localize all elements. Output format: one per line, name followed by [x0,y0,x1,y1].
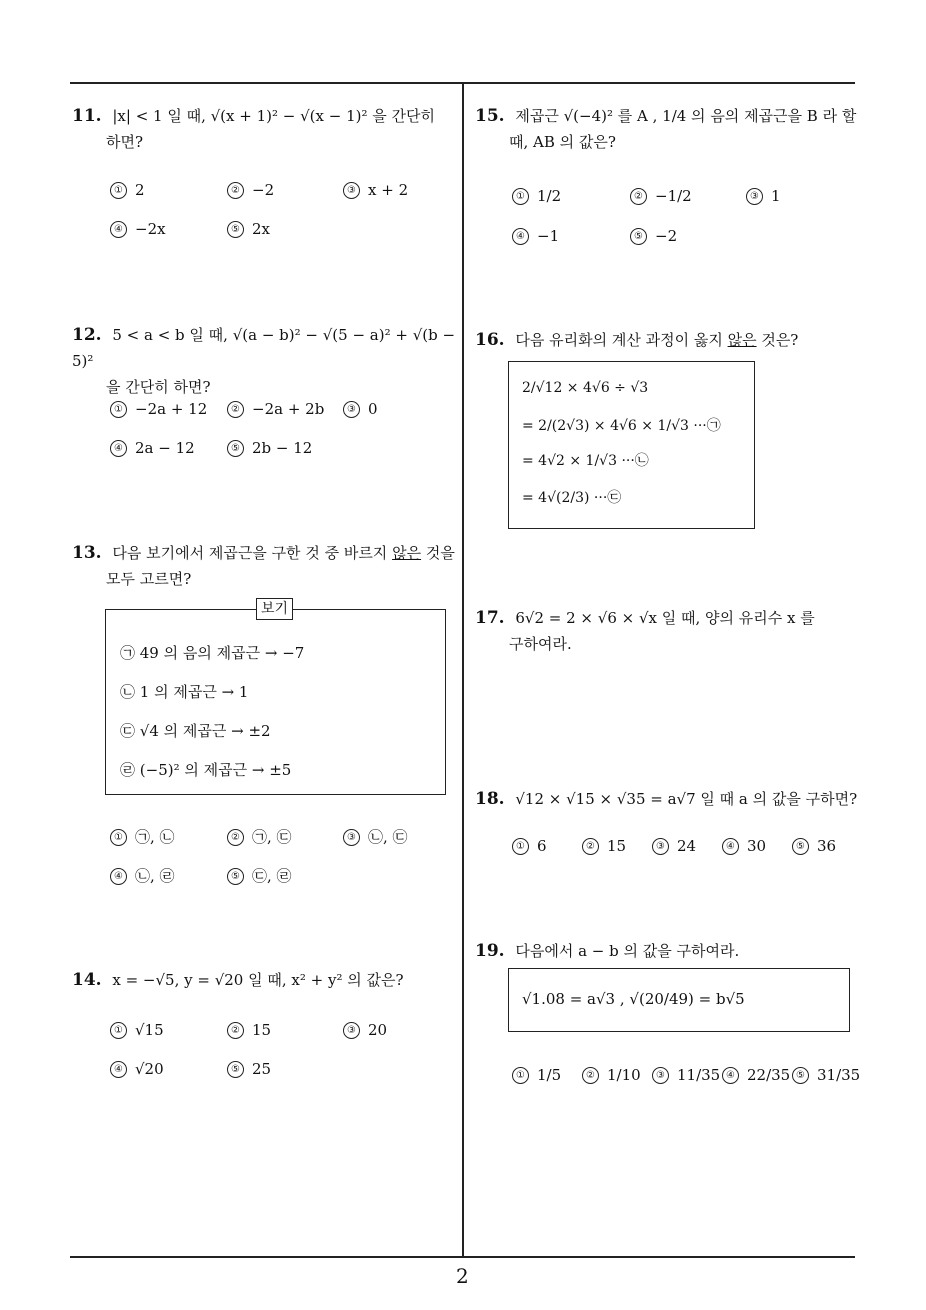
column-divider [462,83,464,1257]
choice-1[interactable]: ① 1/5 [512,1066,561,1084]
question-text: 5 < a < b 일 때, √(a − b)² − √(5 − a)² + √(b − 5)² [72,326,456,370]
choice-marker: ③ [652,838,669,855]
box-item: ㉠ 49 의 음의 제곱근 → −7 [120,644,305,662]
question-number: 19. [475,941,505,961]
choice-marker: ③ [652,1067,669,1084]
question-text: 6√2 = 2 × √6 × √x 일 때, 양의 유리수 x 를 [515,609,815,627]
box-item: ㉢ √4 의 제곱근 → ±2 [120,722,271,740]
choice-marker: ③ [343,401,360,418]
choice-2[interactable]: ② ㉠, ㉢ [227,826,292,847]
question-13: 13. 다음 보기에서 제곱근을 구한 것 중 바르지 않은 것을 모두 고르면? [72,543,455,588]
choice-3[interactable]: ③ 0 [343,400,378,418]
choice-marker: ② [227,1022,244,1039]
calc-step: = 2/(2√3) × 4√6 × 1/√3 ···㉠ [522,418,721,434]
choice-2[interactable]: ② 15 [582,837,626,855]
choice-4[interactable]: ④ 22/35 [722,1066,790,1084]
choice-1[interactable]: ① 2 [110,181,145,199]
choice-5[interactable]: ⑤ 36 [792,837,836,855]
calc-step: = 4√(2/3) ···㉢ [522,490,622,506]
box-item: ㉣ (−5)² 의 제곱근 → ±5 [120,761,292,779]
question-number: 18. [475,789,505,809]
question-text: 다음 유리화의 계산 과정이 옳지 [515,331,728,349]
choice-4[interactable]: ④ −2x [110,220,166,238]
choice-marker: ① [512,188,529,205]
question-14 [72,967,457,993]
question-text: |x| < 1 일 때, √(x + 1)² − √(x − 1)² 을 간단히 [112,107,435,125]
question-19 [475,938,860,964]
choice-1[interactable]: ① 6 [512,837,547,855]
choice-marker: ⑤ [630,228,647,245]
choice-marker: ② [227,401,244,418]
choice-marker: ② [582,1067,599,1084]
box-item: ㉡ 1 의 제곱근 → 1 [120,683,249,701]
choice-marker: ③ [343,829,360,846]
choice-3[interactable]: ③ 20 [343,1021,387,1039]
choice-marker: ④ [512,228,529,245]
question-18 [475,786,860,812]
question-text-cont: 때, AB 의 값은? [509,133,616,151]
choice-marker: ⑤ [227,868,244,885]
choice-marker: ② [227,182,244,199]
choice-marker: ⑤ [792,1067,809,1084]
underlined-word: 않은 [727,331,757,349]
choice-5[interactable]: ⑤ 31/35 [792,1066,860,1084]
question-number: 17. [475,608,505,628]
choice-marker: ① [512,838,529,855]
choice-5[interactable]: ⑤ ㉢, ㉣ [227,865,292,886]
question-15 [475,103,860,155]
calc-step: 2/√12 × 4√6 ÷ √3 [522,380,649,396]
choice-4[interactable]: ④ √20 [110,1060,164,1078]
choice-marker: ① [110,829,127,846]
choice-3[interactable]: ③ 1 [746,187,781,205]
choice-3[interactable]: ③ ㉡, ㉢ [343,826,408,847]
question-number: 14. [72,970,102,990]
page-number: 2 [456,1264,469,1288]
question-text: 다음에서 a − b 의 값을 구하여라. [515,942,740,960]
choice-marker: ② [582,838,599,855]
choice-4[interactable]: ④ 2a − 12 [110,439,195,457]
choice-5[interactable]: ⑤ 25 [227,1060,271,1078]
bottom-rule [70,1256,855,1258]
choice-marker: ② [227,829,244,846]
box-title: 보기 [256,598,293,620]
choice-3[interactable]: ③ x + 2 [343,181,408,199]
choice-marker: ⑤ [227,440,244,457]
choice-2[interactable]: ② −2 [227,181,274,199]
choice-marker: ④ [110,440,127,457]
question-number: 13. [72,543,102,563]
choice-2[interactable]: ② −2a + 2b [227,400,324,418]
choice-marker: ⑤ [227,1061,244,1078]
choice-marker: ③ [343,1022,360,1039]
question-number: 15. [475,106,505,126]
choice-1[interactable]: ① √15 [110,1021,164,1039]
choice-1[interactable]: ① −2a + 12 [110,400,207,418]
choice-5[interactable]: ⑤ 2x [227,220,270,238]
choice-3[interactable]: ③ 24 [652,837,696,855]
question-text: √12 × √15 × √35 = a√7 일 때 a 의 값을 구하면? [515,790,858,808]
choice-marker: ② [630,188,647,205]
choice-marker: ④ [722,838,739,855]
question-17 [475,605,860,657]
choice-marker: ① [110,182,127,199]
choice-4[interactable]: ④ 30 [722,837,766,855]
choice-2[interactable]: ② −1/2 [630,187,692,205]
choice-marker: ④ [722,1067,739,1084]
calc-step: = 4√2 × 1/√3 ···㉡ [522,453,649,469]
choice-2[interactable]: ② 1/10 [582,1066,641,1084]
question-text: x = −√5, y = √20 일 때, x² + y² 의 값은? [112,971,404,989]
choice-marker: ⑤ [792,838,809,855]
given-equation: √1.08 = a√3 , √(20/49) = b√5 [522,990,745,1008]
choice-marker: ③ [343,182,360,199]
choice-2[interactable]: ② 15 [227,1021,271,1039]
choice-5[interactable]: ⑤ −2 [630,227,677,245]
question-text-cont: 을 간단히 하면? [106,378,211,396]
question-11 [72,103,452,155]
question-12 [72,322,457,400]
question-text-cont: 하면? [106,133,144,151]
question-text: 제곱근 √(−4)² 를 A , 1/4 의 음의 제곱근을 B 라 할 [515,107,857,125]
question-16: 16. 다음 유리화의 계산 과정이 옳지 않은 것은? [475,330,799,350]
question-text: 다음 보기에서 제곱근을 구한 것 중 바르지 [112,544,393,562]
choice-3[interactable]: ③ 11/35 [652,1066,720,1084]
choice-marker: ④ [110,221,127,238]
choice-1[interactable]: ① 1/2 [512,187,561,205]
choice-marker: ④ [110,868,127,885]
question-number: 11. [72,106,102,126]
underlined-word: 않은 [392,544,422,562]
choice-4[interactable]: ④ −1 [512,227,559,245]
choice-marker: ① [110,401,127,418]
choice-4[interactable]: ④ ㉡, ㉣ [110,865,175,886]
choice-marker: ③ [746,188,763,205]
choice-marker: ④ [110,1061,127,1078]
choice-marker: ① [512,1067,529,1084]
choice-marker: ⑤ [227,221,244,238]
question-text-cont: 구하여라. [509,635,572,653]
question-text-cont: 모두 고르면? [106,570,192,588]
choice-5[interactable]: ⑤ 2b − 12 [227,439,312,457]
question-number: 16. [475,330,505,350]
choice-marker: ① [110,1022,127,1039]
choice-1[interactable]: ① ㉠, ㉡ [110,826,175,847]
question-number: 12. [72,325,102,345]
